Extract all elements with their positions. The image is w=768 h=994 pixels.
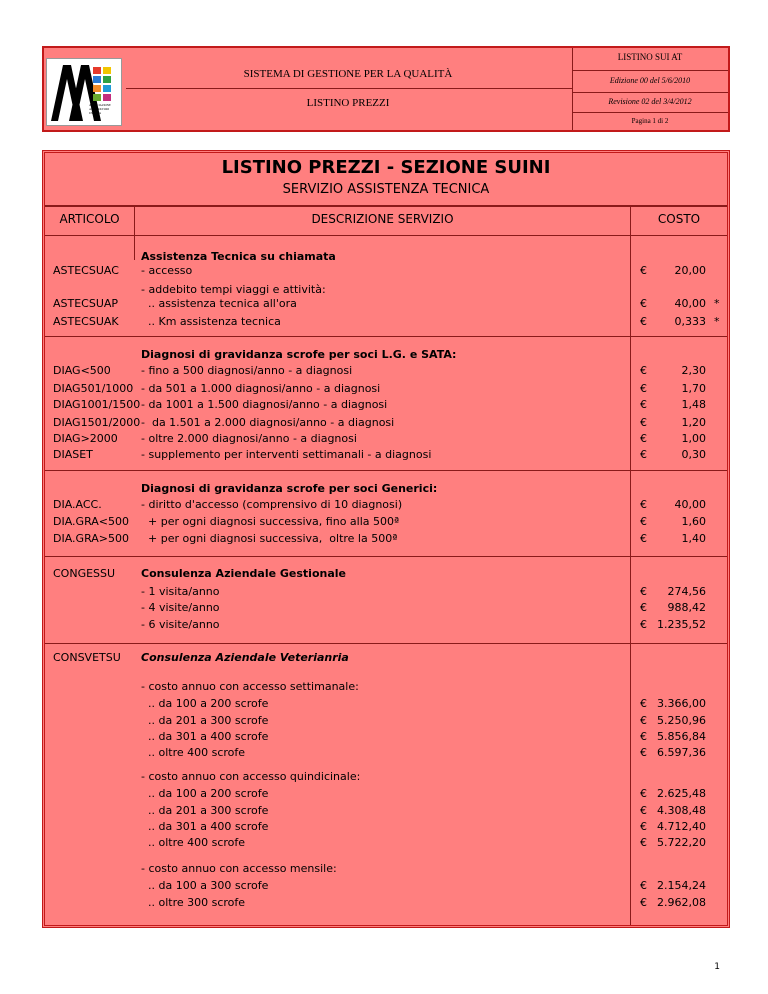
currency-symbol: €	[640, 697, 647, 710]
article-code: ASTECSUAK	[53, 315, 119, 328]
service-description: .. oltre 400 scrofe	[141, 836, 246, 849]
service-description: - fino a 500 diagnosi/anno - a diagnosi	[141, 364, 353, 377]
column-costo: COSTO	[657, 212, 701, 226]
price-value: 274,56	[667, 585, 706, 598]
price-footnote-mark: *	[714, 315, 720, 328]
article-code: DIAG501/1000	[53, 382, 134, 395]
service-description: Assistenza Tecnica su chiamata	[141, 250, 336, 263]
main-title: LISTINO PREZZI - SEZIONE SUINI	[221, 157, 551, 178]
price-value: 1,20	[681, 416, 706, 429]
service-description: Diagnosi di gravidanza scrofe per soci Generici:	[141, 482, 438, 495]
association-logo	[46, 58, 122, 126]
service-description: - addebito tempi viaggi e attività:	[141, 283, 326, 296]
currency-symbol: €	[640, 585, 647, 598]
article-code: DIAG>2000	[53, 432, 118, 445]
price-value: 20,00	[674, 264, 706, 277]
currency-symbol: €	[640, 297, 647, 310]
currency-symbol: €	[640, 730, 647, 743]
column-articolo: ARTICOLO	[59, 212, 120, 226]
service-description: Consulenza Aziendale Veterianria	[141, 651, 349, 664]
revision: Revisione 02 del 3/4/2012	[608, 97, 692, 106]
price-value: 988,42	[667, 601, 706, 614]
service-description: .. Km assistenza tecnica	[141, 315, 281, 328]
page-number: 1	[714, 962, 720, 972]
article-code: ASTECSUAC	[53, 264, 119, 277]
service-description: + per ogni diagnosi successiva, fino alla 500ª	[141, 515, 400, 528]
currency-symbol: €	[640, 618, 647, 631]
currency-symbol: €	[640, 804, 647, 817]
service-description: .. da 100 a 200 scrofe	[141, 787, 269, 800]
currency-symbol: €	[640, 787, 647, 800]
price-value: 4.712,40	[657, 820, 706, 833]
price-value: 0,333	[674, 315, 706, 328]
column-divider	[630, 205, 631, 925]
price-value: 0,30	[681, 448, 706, 461]
currency-symbol: €	[640, 364, 647, 377]
currency-symbol: €	[640, 820, 647, 833]
price-value: 1,40	[681, 532, 706, 545]
sub-title: SERVIZIO ASSISTENZA TECNICA	[282, 182, 490, 197]
group-separator	[45, 556, 727, 557]
service-description: - da 1.501 a 2.000 diagnosi/anno - a diagnosi	[141, 416, 395, 429]
service-description: .. oltre 300 scrofe	[141, 896, 246, 909]
article-code: DIAG<500	[53, 364, 111, 377]
service-description: - costo annuo con accesso settimanale:	[141, 680, 359, 693]
currency-symbol: €	[640, 515, 647, 528]
price-value: 1,70	[681, 382, 706, 395]
header-separator	[45, 235, 727, 236]
service-description: - da 1001 a 1.500 diagnosi/anno - a diagnosi	[141, 398, 388, 411]
article-code: DIA.ACC.	[53, 498, 102, 511]
service-description: - accesso	[141, 264, 193, 277]
currency-symbol: €	[640, 746, 647, 759]
price-value: 5.856,84	[657, 730, 706, 743]
article-code: DIAG1001/1500	[53, 398, 141, 411]
currency-symbol: €	[640, 836, 647, 849]
article-code: DIA.GRA>500	[53, 532, 130, 545]
doc-code: LISTINO SUI AT	[617, 52, 683, 62]
currency-symbol: €	[640, 448, 647, 461]
service-description: .. da 100 a 200 scrofe	[141, 697, 269, 710]
price-value: 5.722,20	[657, 836, 706, 849]
price-value: 3.366,00	[657, 697, 706, 710]
article-code: ASTECSUAP	[53, 297, 119, 310]
price-value: 4.308,48	[657, 804, 706, 817]
currency-symbol: €	[640, 398, 647, 411]
price-footnote-mark: *	[714, 297, 720, 310]
currency-symbol: €	[640, 601, 647, 614]
service-description: - 6 visite/anno	[141, 618, 220, 631]
service-description: - costo annuo con accesso mensile:	[141, 862, 337, 875]
price-value: 40,00	[674, 498, 706, 511]
currency-symbol: €	[640, 315, 647, 328]
service-description: .. da 201 a 300 scrofe	[141, 804, 269, 817]
group-separator	[45, 336, 727, 337]
edition: Edizione 00 del 5/6/2010	[609, 76, 691, 85]
page-indicator: Pagina 1 di 2	[631, 117, 669, 125]
price-value: 2.962,08	[657, 896, 706, 909]
article-code: CONGESSU	[53, 567, 116, 580]
service-description: - supplemento per interventi settimanali - a diagnosi	[141, 448, 432, 461]
price-value: 1.235,52	[657, 618, 706, 631]
service-description: + per ogni diagnosi successiva, oltre la 500ª	[141, 532, 398, 545]
currency-symbol: €	[640, 498, 647, 511]
doc-title: LISTINO PREZZI	[306, 97, 390, 109]
price-value: 1,00	[681, 432, 706, 445]
price-value: 6.597,36	[657, 746, 706, 759]
service-description: - 4 visite/anno	[141, 601, 220, 614]
article-code: CONSVETSU	[53, 651, 121, 664]
article-code: DIASET	[53, 448, 93, 461]
system-title: SISTEMA DI GESTIONE PER LA QUALITÀ	[243, 68, 453, 80]
price-value: 2.154,24	[657, 879, 706, 892]
service-description: .. da 301 a 400 scrofe	[141, 730, 269, 743]
currency-symbol: €	[640, 896, 647, 909]
price-value: 1,48	[681, 398, 706, 411]
service-description: - diritto d'accesso (comprensivo di 10 diagnosi)	[141, 498, 403, 511]
service-description: - 1 visita/anno	[141, 585, 220, 598]
group-separator	[45, 643, 727, 644]
logo-caption: ASSOCIAZIONE AGRICOLTORI UMBRIA	[89, 103, 111, 115]
price-value: 2.625,48	[657, 787, 706, 800]
article-code: DIA.GRA<500	[53, 515, 130, 528]
service-description: - da 501 a 1.000 diagnosi/anno - a diagnosi	[141, 382, 381, 395]
service-description: .. oltre 400 scrofe	[141, 746, 246, 759]
service-description: - oltre 2.000 diagnosi/anno - a diagnosi	[141, 432, 357, 445]
service-description: .. da 301 a 400 scrofe	[141, 820, 269, 833]
currency-symbol: €	[640, 432, 647, 445]
article-code: DIAG1501/2000	[53, 416, 141, 429]
column-descrizione: DESCRIZIONE SERVIZIO	[311, 212, 454, 226]
currency-symbol: €	[640, 416, 647, 429]
currency-symbol: €	[640, 879, 647, 892]
service-description: .. assistenza tecnica all'ora	[141, 297, 297, 310]
price-value: 2,30	[681, 364, 706, 377]
price-value: 1,60	[681, 515, 706, 528]
service-description: .. da 100 a 300 scrofe	[141, 879, 269, 892]
service-description: Diagnosi di gravidanza scrofe per soci L.G. e SATA:	[141, 348, 457, 361]
currency-symbol: €	[640, 264, 647, 277]
price-value: 40,00	[674, 297, 706, 310]
currency-symbol: €	[640, 382, 647, 395]
service-description: .. da 201 a 300 scrofe	[141, 714, 269, 727]
service-description: - costo annuo con accesso quindicinale:	[141, 770, 361, 783]
price-value: 5.250,96	[657, 714, 706, 727]
service-description: Consulenza Aziendale Gestionale	[141, 567, 346, 580]
currency-symbol: €	[640, 714, 647, 727]
group-separator	[45, 470, 727, 471]
currency-symbol: €	[640, 532, 647, 545]
